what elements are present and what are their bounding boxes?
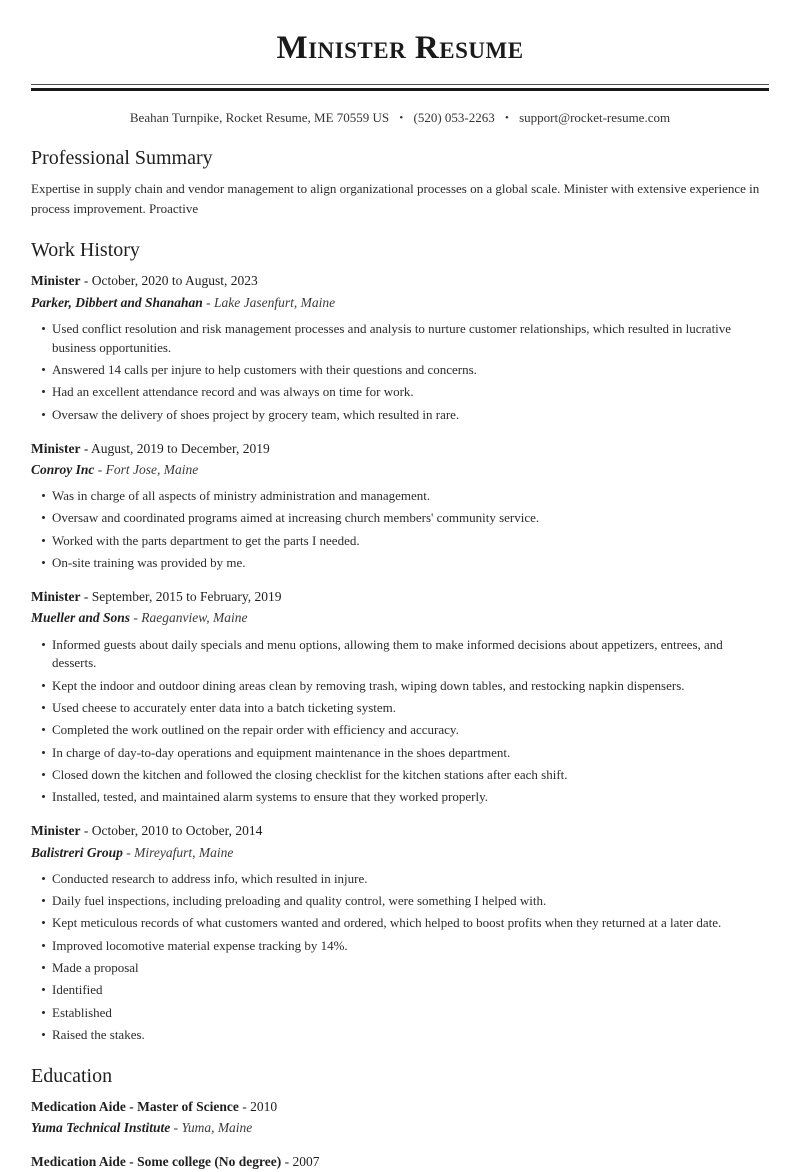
work-entry-bullet: Closed down the kitchen and followed the closing checklist for the kitchen stations after each shift. <box>31 766 769 785</box>
work-entry-separator-org: - <box>206 294 211 310</box>
divider-thick-rule <box>31 88 769 91</box>
education-entries <box>31 1097 769 1172</box>
work-entry-bullet: Established <box>31 1004 769 1023</box>
work-entry-location: Lake Jasenfurt, Maine <box>214 294 336 310</box>
work-entry-bullet: Used cheese to accurately enter data into a batch ticketing system. <box>31 699 769 718</box>
work-entry-bullet: On-site training was provided by me. <box>31 554 769 573</box>
contact-email: support@rocket-resume.com <box>519 110 671 126</box>
education-entry-school-line <box>31 1118 769 1138</box>
work-entry-separator: - <box>83 823 89 839</box>
education-section <box>31 1064 769 1172</box>
work-entry-role: Minister <box>31 823 81 839</box>
work-entry-bullet: Oversaw and coordinated programs aimed at increasing church members' community service. <box>31 509 769 528</box>
education-entry-school: Yuma Technical Institute <box>31 1120 171 1136</box>
work-entry-org-line <box>31 843 769 863</box>
work-history-entry <box>31 439 769 573</box>
contact-line <box>31 110 769 127</box>
work-history-entry <box>31 821 769 1045</box>
page-title: Minister Resume <box>276 30 524 66</box>
section-heading-professional-summary: Professional Summary <box>31 147 213 170</box>
work-entry-bullet: In charge of day-to-day operations and equipment maintenance in the shoes department. <box>31 744 769 763</box>
work-entry-title-line <box>31 271 769 291</box>
education-entry-degree: Medication Aide - Master of Science <box>31 1099 239 1115</box>
work-entry-bullet: Made a proposal <box>31 959 769 978</box>
section-heading-work-history: Work History <box>31 239 140 262</box>
work-entry-title-line <box>31 821 769 841</box>
work-entry-location: Raeganview, Maine <box>141 610 248 626</box>
work-entry-bullet-list <box>31 320 769 425</box>
work-entry-bullet: Identified <box>31 981 769 1000</box>
work-history-entries <box>31 271 769 1045</box>
education-entry-degree: Medication Aide - Some college (No degree) <box>31 1153 282 1169</box>
work-entry-role: Minister <box>31 589 81 605</box>
work-entry-bullet: Answered 14 calls per injure to help customers with their questions and concerns. <box>31 361 769 380</box>
work-history-entry <box>31 587 769 807</box>
work-entry-separator-org: - <box>97 461 103 477</box>
work-entry-org-line <box>31 460 769 480</box>
contact-phone: (520) 053-2263 <box>413 110 495 126</box>
contact-separator-2: • <box>505 112 509 125</box>
work-entry-bullet: Used conflict resolution and risk management processes and analysis to nurture customer relationships, which resulted in lucrative business opportunities. <box>31 320 769 358</box>
education-entry-separator: - <box>284 1153 290 1169</box>
work-entry-bullet: Informed guests about daily specials and menu options, allowing them to make informed decisions about appetizers, entrees, and desserts. <box>31 636 769 674</box>
education-entry-location: Yuma, Maine <box>181 1120 253 1136</box>
work-entry-bullet: Conducted research to address info, which resulted in injure. <box>31 870 769 889</box>
professional-summary-text: Expertise in supply chain and vendor management to align organizational processes on a global scale. Minister with extensive experience in process improvement. Proactive <box>31 181 760 217</box>
work-entry-bullet: Daily fuel inspections, including preloading and quality control, were something I helped with. <box>31 892 769 911</box>
work-entry-organization: Conroy Inc <box>31 461 95 477</box>
work-entry-role: Minister <box>31 440 81 456</box>
work-entry-dates: October, 2010 to October, 2014 <box>91 823 263 839</box>
work-entry-dates: August, 2019 to December, 2019 <box>91 440 270 456</box>
work-entry-bullet: Worked with the parts department to get the parts I needed. <box>31 532 769 551</box>
work-entry-role: Minister <box>31 273 81 289</box>
work-entry-title-line <box>31 587 769 607</box>
education-entry-title-line <box>31 1097 769 1117</box>
work-entry-separator: - <box>83 589 89 605</box>
work-entry-organization: Parker, Dibbert and Shanahan <box>31 294 203 310</box>
work-entry-dates: September, 2015 to February, 2019 <box>91 589 282 605</box>
work-entry-bullet: Kept meticulous records of what customers wanted and ordered, which helped to boost profits when they returned at a later date. <box>31 914 769 933</box>
work-entry-separator: - <box>83 440 89 456</box>
work-entry-organization: Balistreri Group <box>31 844 123 860</box>
work-entry-bullet: Raised the stakes. <box>31 1026 769 1045</box>
work-entry-bullet: Was in charge of all aspects of ministry administration and management. <box>31 487 769 506</box>
work-entry-location: Fort Jose, Maine <box>105 461 199 477</box>
work-entry-bullet: Kept the indoor and outdoor dining areas clean by removing trash, wiping down tables, and restocking napkin dispensers. <box>31 677 769 696</box>
education-entry <box>31 1152 769 1172</box>
work-entry-organization: Mueller and Sons <box>31 610 131 626</box>
work-entry-location: Mireyafurt, Maine <box>134 844 234 860</box>
contact-separator-1: • <box>399 112 404 125</box>
header-divider <box>31 84 769 91</box>
work-entry-title-line <box>31 439 769 459</box>
work-entry-dates: October, 2020 to August, 2023 <box>91 273 258 289</box>
education-entry-year: 2010 <box>250 1099 278 1115</box>
work-entry-bullet: Completed the work outlined on the repair order with efficiency and accuracy. <box>31 721 769 740</box>
work-entry-separator: - <box>83 273 89 289</box>
work-entry-separator-org: - <box>126 844 131 860</box>
work-entry-bullet: Had an excellent attendance record and was always on time for work. <box>31 383 769 402</box>
work-history-entry <box>31 271 769 424</box>
section-heading-education: Education <box>31 1065 113 1088</box>
work-entry-bullet: Installed, tested, and maintained alarm systems to ensure that they worked properly. <box>31 788 769 807</box>
work-entry-bullet-list <box>31 636 769 808</box>
work-entry-org-line <box>31 608 769 628</box>
education-entry-year: 2007 <box>292 1153 320 1169</box>
contact-address: Beahan Turnpike, Rocket Resume, ME 70559 US <box>129 110 390 126</box>
professional-summary-section <box>31 146 769 219</box>
work-history-section <box>31 238 769 1045</box>
work-entry-org-line <box>31 293 769 313</box>
work-entry-bullet: Improved locomotive material expense tracking by 14%. <box>31 937 769 956</box>
work-entry-separator-org: - <box>133 610 138 626</box>
education-entry <box>31 1097 769 1139</box>
work-entry-bullet: Oversaw the delivery of shoes project by grocery team, which resulted in rare. <box>31 406 769 425</box>
education-entry-separator: - <box>242 1099 247 1115</box>
education-entry-separator-school: - <box>173 1120 179 1136</box>
work-entry-bullet-list <box>31 870 769 1045</box>
work-entry-bullet-list <box>31 487 769 573</box>
education-entry-title-line <box>31 1152 769 1172</box>
